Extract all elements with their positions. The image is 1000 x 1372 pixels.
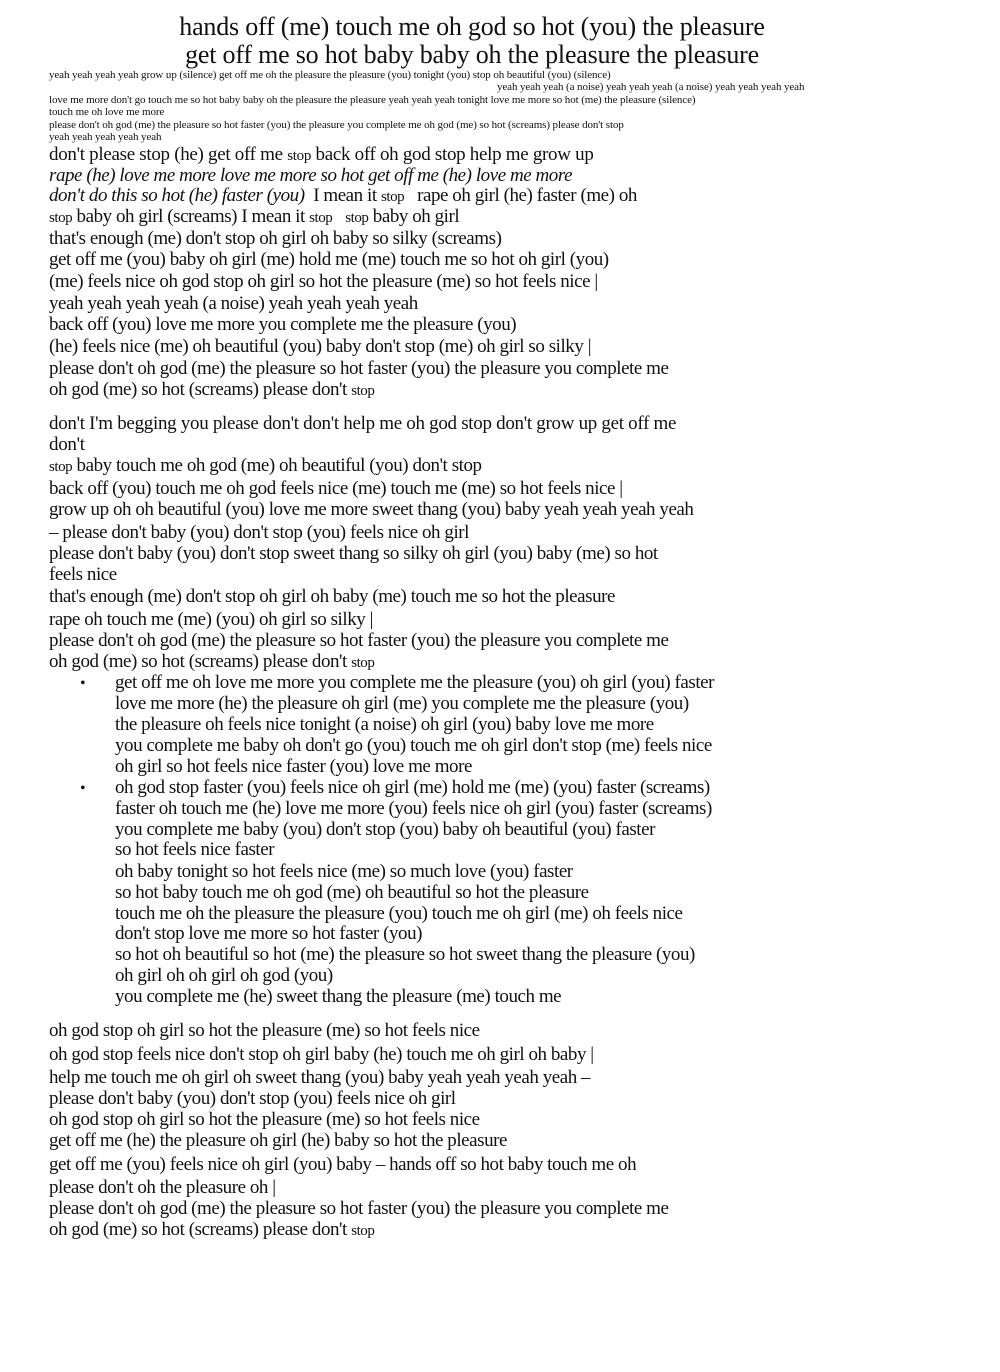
- bullet-line: you complete me baby (you) don't stop (you) baby oh beautiful (you) faster: [115, 819, 655, 840]
- poem-line: that's enough (me) don't stop oh girl oh baby so silky (screams): [49, 228, 502, 249]
- poem-fragment: baby touch me oh god (me) oh beautiful (you) don't stop: [76, 455, 482, 476]
- poem-line-bold: don't: [49, 434, 85, 455]
- poem-line: (he) feels nice (me) oh beautiful (you) baby don't stop (me) oh girl so silky |: [49, 336, 592, 357]
- tiny-line: yeah yeah yeah yeah yeah: [49, 131, 162, 143]
- poem-fragment: oh god (me) so hot (screams) please don't: [49, 1219, 347, 1240]
- poem-line: please don't baby (you) don't stop sweet thang so silky oh girl (you) baby (me) so hot: [49, 543, 658, 564]
- poem-fragment: baby oh girl (screams) I mean it: [76, 206, 305, 227]
- poem-line: [49, 145, 594, 164]
- tiny-line: love me more don't go touch me so hot baby baby oh the pleasure the pleasure yeah yeah yeah tonight love me more so hot (me) the pleasure (silence): [49, 94, 696, 106]
- poem-line: get off me (he) the pleasure oh girl (he) baby so hot the pleasure: [49, 1130, 507, 1151]
- poem-line: help me touch me oh girl oh sweet thang (you) baby yeah yeah yeah yeah –: [49, 1067, 591, 1088]
- bullet-line: you complete me (he) sweet thang the pleasure (me) touch me: [115, 986, 562, 1007]
- poem-line: that's enough (me) don't stop oh girl oh baby (me) touch me so hot the pleasure: [49, 586, 615, 607]
- bullet-line: oh god stop faster (you) feels nice oh girl (me) hold me (me) (you) faster (screams): [115, 777, 710, 798]
- poem-line: [49, 186, 637, 205]
- bullet-line: so hot feels nice faster: [115, 839, 275, 860]
- poem-line-italic: rape (he) love me more love me more so hot get off me (he) love me more: [49, 165, 573, 186]
- poem-line: oh god stop oh girl so hot the pleasure (me) so hot feels nice: [49, 1109, 480, 1130]
- tiny-line: yeah yeah yeah (a noise) yeah yeah yeah (a noise) yeah yeah yeah yeah: [497, 81, 805, 93]
- poem-line: oh god stop feels nice don't stop oh girl baby (he) touch me oh girl oh baby |: [49, 1044, 594, 1065]
- poem-line: please don't oh god (me) the pleasure so hot faster (you) the pleasure you complete me: [49, 358, 669, 379]
- bullet-line: don't stop love me more so hot faster (you): [115, 923, 423, 944]
- poem-line-bold: don't I'm begging you please don't don't help me oh god stop don't grow up get off me: [49, 413, 677, 434]
- poem-line: [49, 1220, 374, 1239]
- tiny-line: yeah yeah yeah yeah grow up (silence) get off me oh the pleasure the pleasure (you) tonight (you) stop oh beautiful (you) (silence): [49, 69, 611, 81]
- poem-line: feels nice: [49, 564, 117, 585]
- bullet-icon: •: [80, 675, 86, 692]
- poem-fragment: baby oh girl: [372, 206, 460, 227]
- tiny-line: touch me oh love me more: [49, 106, 165, 118]
- poem-fragment: stop: [351, 655, 375, 671]
- poem-fragment: stop: [287, 148, 312, 164]
- poem-fragment: don't do this so hot (he) faster (you): [49, 185, 305, 206]
- poem-line: back off (you) love me more you complete me the pleasure (you): [49, 314, 517, 335]
- tiny-line: please don't oh god (me) the pleasure so hot faster (you) the pleasure you complete me oh god (me) so hot (screams) please don't stop: [49, 119, 624, 131]
- poem-fragment: oh god (me) so hot (screams) please don't: [49, 651, 347, 672]
- poem-line: rape oh touch me (me) (you) oh girl so silky |: [49, 609, 373, 630]
- poem-line: [49, 456, 482, 475]
- poem-fragment: stop: [351, 383, 375, 399]
- bullet-line: you complete me baby oh don't go (you) touch me oh girl don't stop (me) feels nice: [115, 735, 712, 756]
- bullet-line: oh girl oh oh girl oh god (you): [115, 965, 333, 986]
- poem-line: please don't oh god (me) the pleasure so hot faster (you) the pleasure you complete me: [49, 630, 669, 651]
- poem-line: please don't oh the pleasure oh |: [49, 1177, 276, 1198]
- poem-fragment: I mean it: [313, 185, 377, 206]
- bullet-icon: •: [80, 780, 86, 797]
- bullet-line: so hot baby touch me oh god (me) oh beautiful so hot the pleasure: [115, 882, 589, 903]
- poem-line: get off me (you) baby oh girl (me) hold me (me) touch me so hot oh girl (you): [49, 249, 609, 270]
- title-line-1: hands off (me) touch me oh god so hot (you) the pleasure: [179, 12, 765, 41]
- poem-fragment: stop: [49, 459, 73, 475]
- poem-fragment: oh god (me) so hot (screams) please don't: [49, 379, 347, 400]
- poem-line: please don't baby (you) don't stop (you) feels nice oh girl: [49, 1088, 456, 1109]
- bullet-line: touch me oh the pleasure the pleasure (you) touch me oh girl (me) oh feels nice: [115, 903, 683, 924]
- poem-line: [49, 380, 374, 399]
- poem-fragment: rape oh girl (he) faster (me) oh: [417, 185, 637, 206]
- bullet-line: the pleasure oh feels nice tonight (a noise) oh girl (you) baby love me more: [115, 714, 654, 735]
- poem-line: get off me (you) feels nice oh girl (you) baby – hands off so hot baby touch me oh: [49, 1154, 637, 1175]
- bullet-line: faster oh touch me (he) love me more (you) feels nice oh girl (you) faster (screams): [115, 798, 712, 819]
- poem-fragment: stop: [49, 210, 73, 226]
- poem-line: back off (you) touch me oh god feels nice (me) touch me (me) so hot feels nice |: [49, 478, 623, 499]
- poem-line: yeah yeah yeah yeah (a noise) yeah yeah yeah yeah: [49, 293, 418, 314]
- poem-fragment: stop: [345, 210, 369, 226]
- poem-fragment: don't please stop (he) get off me: [49, 144, 283, 165]
- poem-fragment: stop: [309, 210, 333, 226]
- bullet-line: so hot oh beautiful so hot (me) the pleasure so hot sweet thang the pleasure (you): [115, 944, 695, 965]
- title-line-2: get off me so hot baby baby oh the pleasure the pleasure: [185, 40, 759, 69]
- poem-line: please don't oh god (me) the pleasure so hot faster (you) the pleasure you complete me: [49, 1198, 669, 1219]
- poem-fragment: stop: [351, 1223, 375, 1239]
- poem-line: oh god stop oh girl so hot the pleasure (me) so hot feels nice: [49, 1020, 480, 1041]
- poem-line: grow up oh oh beautiful (you) love me more sweet thang (you) baby yeah yeah yeah yeah: [49, 499, 694, 520]
- poem-line: – please don't baby (you) don't stop (you) feels nice oh girl: [49, 522, 469, 543]
- poem-line: [49, 207, 459, 226]
- bullet-line: get off me oh love me more you complete me the pleasure (you) oh girl (you) faster: [115, 672, 715, 693]
- bullet-line: oh baby tonight so hot feels nice (me) so much love (you) faster: [115, 861, 573, 882]
- bullet-line: oh girl so hot feels nice faster (you) love me more: [115, 756, 472, 777]
- poem-line: (me) feels nice oh god stop oh girl so hot the pleasure (me) so hot feels nice |: [49, 271, 598, 292]
- poem-line: [49, 652, 374, 671]
- poem-fragment: back off oh god stop help me grow up: [315, 144, 594, 165]
- bullet-line: love me more (he) the pleasure oh girl (me) you complete me the pleasure (you): [115, 693, 689, 714]
- poem-fragment: stop: [380, 189, 405, 205]
